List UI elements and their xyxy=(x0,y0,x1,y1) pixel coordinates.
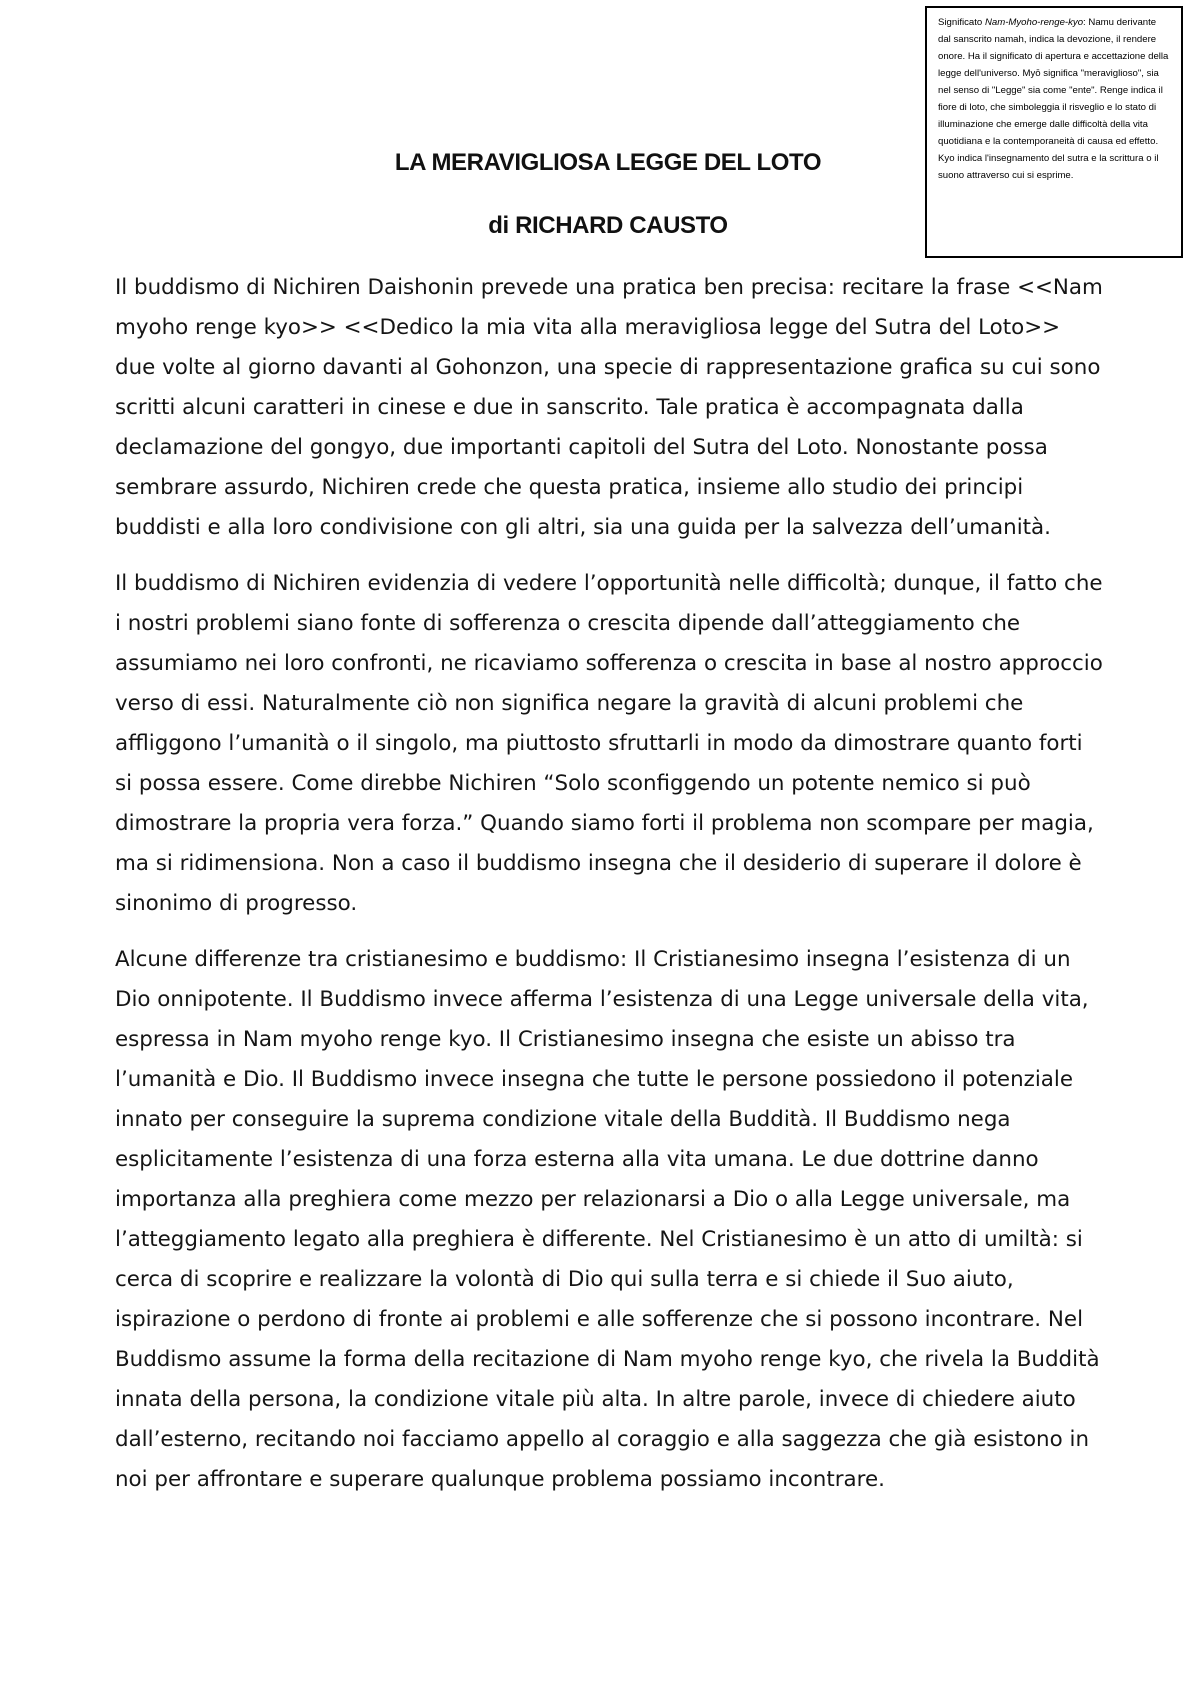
document-body xyxy=(115,268,1105,1516)
document-author: di RICHARD CAUSTO xyxy=(488,212,728,239)
note-label: Significato xyxy=(938,17,985,28)
note-term: Nam-Myoho-renge-kyo xyxy=(984,17,1084,28)
body-paragraph-3: Alcune differenze tra cristianesimo e buddismo: Il Cristianesimo insegna l’esistenza di un Dio onnipotente. Il Buddismo invece afferma l’esistenza di una Legge universale della vita, espressa in Nam myoho renge kyo. Il Cristianesimo insegna che esiste un abisso tra l’umanità e Dio. Il Buddismo invece insegna che tutte le persone possiedono il potenziale innato per conseguire la suprema condizione vitale della Buddità. Il Buddismo nega esplicitamente l’esistenza di una forza esterna alla vita umana. Le due dottrine danno importanza alla preghiera come mezzo per relazionarsi a Dio o alla Legge universale, ma l’atteggiamento legato alla preghiera è differente. Nel Cristianesimo è un atto di umiltà: si cerca di scoprire e realizzare la volontà di Dio qui sulla terra e si chiede il Suo aiuto, ispirazione o perdono di fronte ai problemi e alle sofferenze che si possono incontrare. Nel Buddismo assume la forma della recitazione di Nam myoho renge kyo, che rivela la Buddità innata della persona, la condizione vitale più alta. In altre parole, invece di chiedere aiuto dall’esterno, recitando noi facciamo appello al coraggio e alla saggezza che già esistono in noi per affrontare e superare qualunque problema possiamo incontrare. xyxy=(115,947,1100,1492)
body-paragraph-1: Il buddismo di Nichiren Daishonin prevede una pratica ben precisa: recitare la frase <<Nam myoho renge kyo>> <<Dedico la mia vita alla meravigliosa legge del Sutra del Loto>> due volte al giorno davanti al Gohonzon, una specie di rappresentazione grafica su cui sono scritti alcuni caratteri in cinese e due in sanscrito. Tale pratica è accompagnata dalla declamazione del gongyo, due importanti capitoli del Sutra del Loto. Nonostante possa sembrare assurdo, Nichiren crede che questa pratica, insieme allo studio dei principi buddisti e alla loro condivisione con gli altri, sia una guida per la salvezza dell’umanità. xyxy=(115,275,1103,540)
body-paragraph-2: Il buddismo di Nichiren evidenzia di vedere l’opportunità nelle difficoltà; dunque, il fatto che i nostri problemi siano fonte di sofferenza o crescita dipende dall’atteggiamento che assumiamo nei loro confronti, ne ricaviamo sofferenza o crescita in base al nostro approccio verso di essi. Naturalmente ciò non significa negare la gravità di alcuni problemi che affliggono l’umanità o il singolo, ma piuttosto sfruttarli in modo da dimostrare quanto forti si possa essere. Come direbbe Nichiren “Solo sconfiggendo un potente nemico si può dimostrare la propria vera forza.” Quando siamo forti il problema non scompare per magia, ma si ridimensiona. Non a caso il buddismo insegna che il desiderio di superare il dolore è sinonimo di progresso. xyxy=(115,571,1103,916)
note-colon: : xyxy=(1083,17,1086,28)
note-body: Namu derivante dal sanscrito namah, indica la devozione, il rendere onore. Ha il significato di apertura e accettazione della legge dell'universo. Myō significa "meraviglioso", sia nel senso di "Legge" sia come "ente". Renge indica il fiore di loto, che simboleggia il risveglio e lo stato di illuminazione che emerge dalle difficoltà della vita quotidiana e la contemporaneità di causa ed effetto. Kyo indica l'insegnamento del sutra e la scrittura o il suono attraverso cui si esprime. xyxy=(938,17,1169,181)
document-title: LA MERAVIGLIOSA LEGGE DEL LOTO xyxy=(394,149,822,176)
